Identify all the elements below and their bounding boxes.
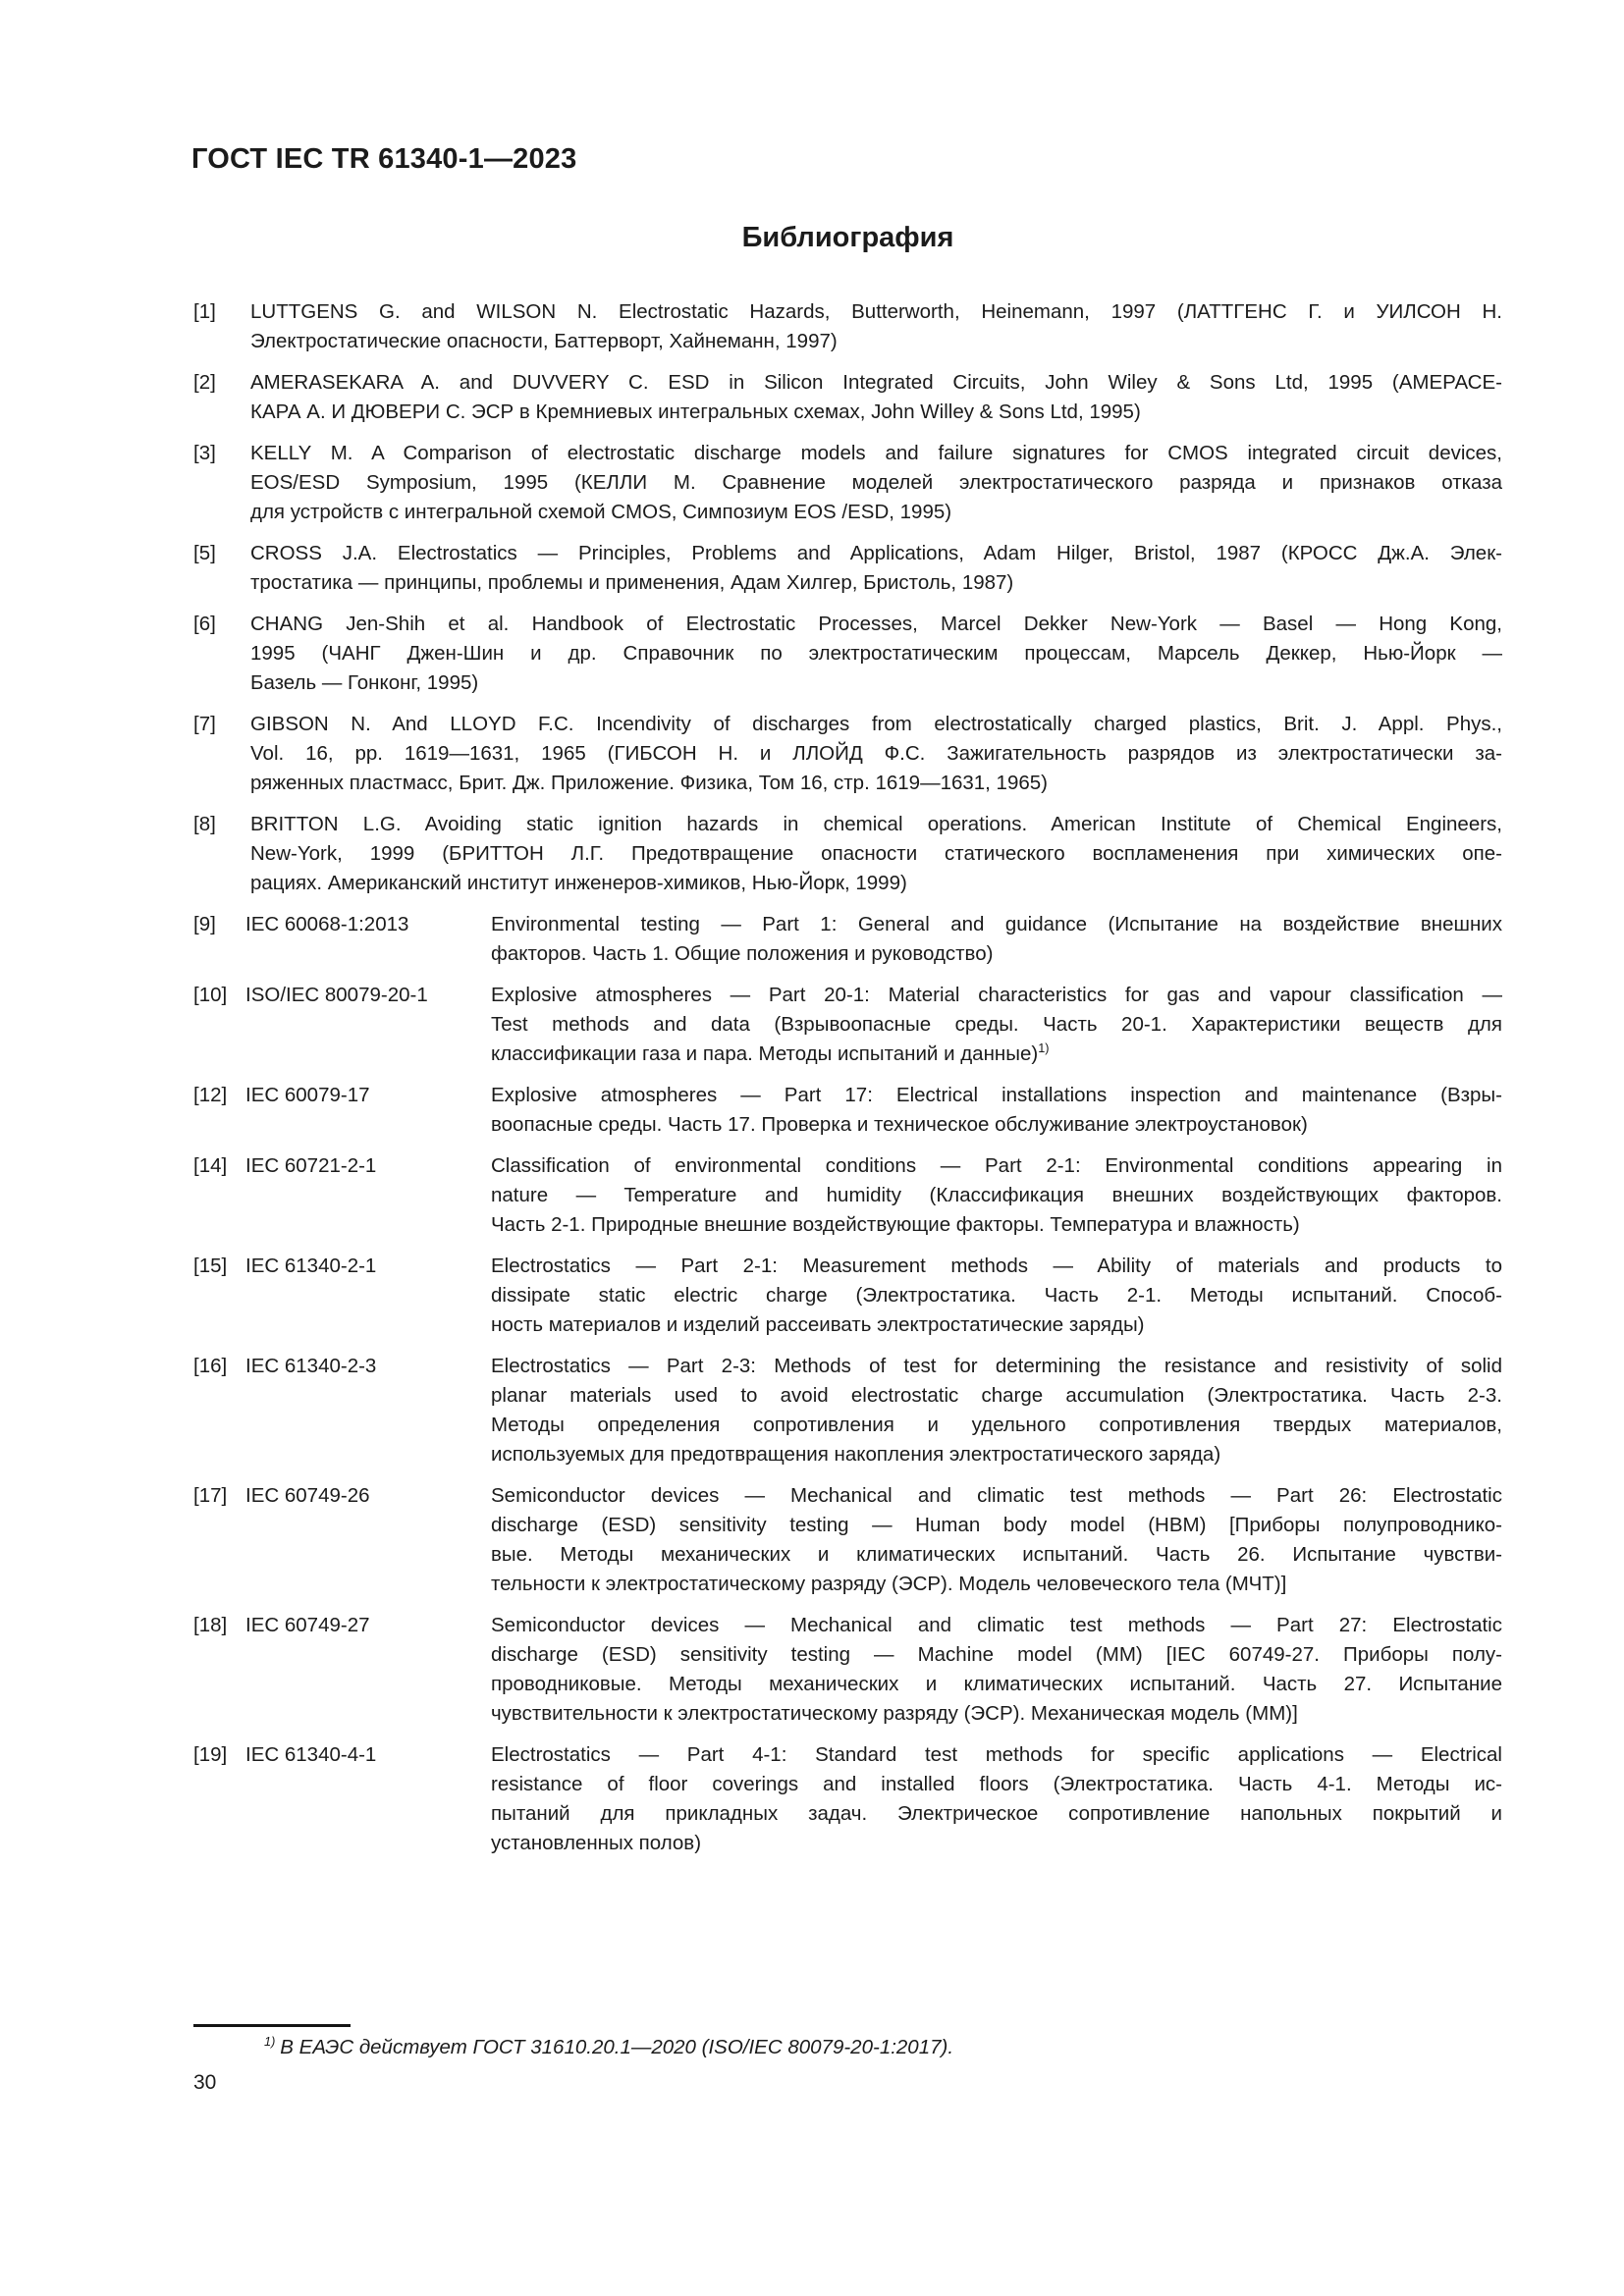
text-line: Electrostatics — Part 2-1: Measurement methods — Ability of materials and products to [491, 1255, 1502, 1277]
bib-entry [193, 1611, 1502, 1729]
text-line: классификации газа и пара. Методы испытаний и данные)$^{1)}$ [491, 1041, 1050, 1065]
bib-entry-text [491, 1481, 1502, 1599]
text-line: resistance of floor coverings and installed floors (Электростатика. Часть 4-1. Методы ис- [491, 1773, 1502, 1795]
bib-entry-text [491, 1252, 1502, 1340]
text-line: Часть 2-1. Природные внешние воздействующие факторы. Температура и влажность) [491, 1213, 1300, 1236]
bib-entry-number: [19] [193, 1743, 228, 1766]
text-line: planar materials used to avoid electrostatic charge accumulation (Электростатика. Часть 2-3. [491, 1384, 1502, 1407]
page-number: 30 [193, 2071, 217, 2094]
bib-entry-text [491, 1081, 1502, 1140]
text-line: чувствительности к электростатическому разряду (ЭСР). Механическая модель (ММ)] [491, 1702, 1298, 1725]
bib-entry-text [491, 910, 1502, 969]
footnote-marker: 1) [264, 2034, 276, 2050]
text-line: Vol. 16, pp. 1619—1631, 1965 (ГИБСОН Н. и ЛЛОЙД Ф.С. Зажигательность разрядов из электростатически за- [250, 742, 1502, 765]
bib-entry-text [250, 610, 1502, 698]
bib-entry-number: [12] [193, 1084, 228, 1106]
bib-entry-number: [17] [193, 1484, 228, 1507]
text-line: КАРА А. И ДЮВЕРИ С. ЭСР в Кремниевых интегральных схемах, John Willey & Sons Ltd, 1995) [250, 400, 1141, 423]
text-line: рациях. Американский институт инженеров-химиков, Нью-Йорк, 1999) [250, 872, 907, 894]
bib-entry [193, 1252, 1502, 1340]
bib-entry-code: IEC 60079-17 [245, 1084, 370, 1106]
bib-entry [193, 1151, 1502, 1240]
bib-entry-text [250, 710, 1502, 798]
text-line: Explosive atmospheres — Part 20-1: Material characteristics for gas and vapour classification — [491, 984, 1502, 1006]
text-line: Electrostatics — Part 2-3: Methods of test for determining the resistance and resistivity of solid [491, 1355, 1502, 1377]
text-line: discharge (ESD) sensitivity testing — Machine model (MM) [IEC 60749-27. Приборы полу- [491, 1643, 1502, 1666]
bib-entry-number: [7] [193, 713, 216, 735]
text-line: воопасные среды. Часть 17. Проверка и техническое обслуживание электроустановок) [491, 1113, 1308, 1136]
bib-entry [193, 981, 1502, 1069]
bib-entry-text [250, 368, 1502, 427]
text-line: проводниковые. Методы механических и климатических испытаний. Часть 27. Испытание [491, 1673, 1502, 1695]
bib-entry-text [491, 1151, 1502, 1240]
footnote-reference: 1) [1038, 1041, 1050, 1056]
text-line: Semiconductor devices — Mechanical and climatic test methods — Part 26: Electrostatic [491, 1484, 1502, 1507]
bib-entry-text [250, 439, 1502, 527]
text-line: для устройств с интегральной схемой CMOS, Симпозиум EOS /ESD, 1995) [250, 501, 952, 523]
text-line: Semiconductor devices — Mechanical and climatic test methods — Part 27: Electrostatic [491, 1614, 1502, 1636]
bib-entry-code: IEC 61340-4-1 [245, 1743, 377, 1766]
bib-entry [193, 539, 1502, 598]
text-line: CROSS J.A. Electrostatics — Principles, Problems and Applications, Adam Hilger, Bristol, 1987 (КРОСС Дж.А. Элек- [250, 542, 1502, 564]
text-line: Методы определения сопротивления и удельного сопротивления твердых материалов, [491, 1414, 1502, 1436]
text-line: CHANG Jen-Shih et al. Handbook of Electrostatic Processes, Marcel Dekker New-York — Basel — Hong Kong, [250, 613, 1502, 635]
page-title: Библиография [741, 222, 954, 253]
bib-entry-text [491, 1352, 1502, 1469]
text-line: Classification of environmental conditions — Part 2-1: Environmental conditions appearing in [491, 1154, 1502, 1177]
bib-entry-number: [15] [193, 1255, 228, 1277]
text-line: факторов. Часть 1. Общие положения и руководство) [491, 942, 994, 965]
bib-entry [193, 368, 1502, 427]
text-line: nature — Temperature and humidity (Классификация внешних воздействующих факторов. [491, 1184, 1502, 1206]
text-line: AMERASEKARA A. and DUVVERY C. ESD in Silicon Integrated Circuits, John Wiley & Sons Ltd, 1995 (АМЕРАСЕ- [250, 371, 1502, 394]
text-line: dissipate static electric charge (Электростатика. Часть 2-1. Методы испытаний. Способ- [491, 1284, 1502, 1307]
text-line: установленных полов) [491, 1832, 702, 1854]
text-line: Базель — Гонконг, 1995) [250, 671, 479, 694]
bib-entry-number: [1] [193, 300, 216, 323]
bib-entry-number: [18] [193, 1614, 228, 1636]
text-line: Explosive atmospheres — Part 17: Electrical installations inspection and maintenance (Взры- [491, 1084, 1502, 1106]
bib-entry [193, 710, 1502, 798]
text-line: GIBSON N. And LLOYD F.C. Incendivity of discharges from electrostatically charged plastics, Brit. J. Appl. Phys., [250, 713, 1502, 735]
bib-entry-text [491, 1740, 1502, 1858]
bib-entry-number: [2] [193, 371, 216, 394]
bib-entry-number: [8] [193, 813, 216, 835]
footnote-divider [193, 2024, 351, 2027]
footnote-text: В ЕАЭС действует ГОСТ 31610.20.1—2020 (ISO/IEC 80079-20-1:2017). [280, 2036, 954, 2058]
bib-entry-text [250, 297, 1502, 356]
text-line: LUTTGENS G. and WILSON N. Electrostatic Hazards, Butterworth, Heinemann, 1997 (ЛАТТГЕНС Г. и УИЛСОН Н. [250, 300, 1502, 323]
text-line: Environmental testing — Part 1: General and guidance (Испытание на воздействие внешних [491, 913, 1502, 935]
bib-entry-number: [16] [193, 1355, 228, 1377]
bib-entry-number: [14] [193, 1154, 228, 1177]
text-line: тельности к электростатическому разряду (ЭСР). Модель человеческого тела (МЧТ)] [491, 1573, 1287, 1595]
text-line: BRITTON L.G. Avoiding static ignition hazards in chemical operations. American Institute of Chemical Engineers, [250, 813, 1502, 835]
text-line: KELLY M. A Comparison of electrostatic discharge models and failure signatures for CMOS integrated circuit devices, [250, 442, 1502, 464]
text-line: ность материалов и изделий рассеивать электростатические заряды) [491, 1313, 1145, 1336]
bib-entry [193, 1352, 1502, 1469]
bib-entry-number: [10] [193, 984, 228, 1006]
bib-entry-code: IEC 60749-26 [245, 1484, 370, 1507]
running-header-doc-code: ГОСТ IEC TR 61340-1—2023 [191, 143, 577, 175]
bib-entry-text [491, 981, 1502, 1069]
bib-entry-code: IEC 61340-2-1 [245, 1255, 377, 1277]
bib-entry-code: ISO/IEC 80079-20-1 [245, 984, 428, 1006]
bib-entry-code: IEC 60749-27 [245, 1614, 370, 1636]
bib-entry [193, 1481, 1502, 1599]
bib-entry-number: [6] [193, 613, 216, 635]
text-line: 1995 (ЧАНГ Джен-Шин и др. Справочник по электростатическим процессам, Марсель Деккер, Нью-Йорк — [250, 642, 1502, 665]
bib-entry [193, 439, 1502, 527]
text-line: discharge (ESD) sensitivity testing — Human body model (HBM) [Приборы полупроводнико- [491, 1514, 1502, 1536]
bib-entry [193, 910, 1502, 969]
bib-entry-code: IEC 61340-2-3 [245, 1355, 377, 1377]
bib-entry-text [250, 810, 1502, 898]
text-line: New-York, 1999 (БРИТТОН Л.Г. Предотвращение опасности статического воспламенения при химических опе- [250, 842, 1502, 865]
bibliography-list [193, 297, 1502, 1870]
bib-entry-text [250, 539, 1502, 598]
bib-entry [193, 1081, 1502, 1140]
text-line: ряженных пластмасс, Брит. Дж. Приложение. Физика, Том 16, стр. 1619—1631, 1965) [250, 772, 1048, 794]
text-line: вые. Методы механических и климатических испытаний. Часть 26. Испытание чувстви- [491, 1543, 1502, 1566]
text-line: тростатика — принципы, проблемы и применения, Адам Хилгер, Бристоль, 1987) [250, 571, 1014, 594]
bib-entry [193, 297, 1502, 356]
bib-entry-number: [3] [193, 442, 216, 464]
footnote [193, 2034, 1502, 2061]
text-line: Test methods and data (Взрывоопасные среды. Часть 20-1. Характеристики веществ для [491, 1013, 1502, 1036]
text-line: используемых для предотвращения накопления электростатического заряда) [491, 1443, 1221, 1466]
bib-entry-code: IEC 60721-2-1 [245, 1154, 377, 1177]
bib-entry [193, 810, 1502, 898]
text-line: EOS/ESD Symposium, 1995 (КЕЛЛИ М. Сравнение моделей электростатического разряда и признаков отказа [250, 471, 1502, 494]
text-line: Electrostatics — Part 4-1: Standard test methods for specific applications — Electrical [491, 1743, 1502, 1766]
bib-entry-code: IEC 60068-1:2013 [245, 913, 409, 935]
bib-entry-number: [5] [193, 542, 216, 564]
bib-entry-number: [9] [193, 913, 216, 935]
text-line: пытаний для прикладных задач. Электрическое сопротивление напольных покрытий и [491, 1802, 1502, 1825]
bib-entry-text [491, 1611, 1502, 1729]
bib-entry [193, 610, 1502, 698]
bib-entry [193, 1740, 1502, 1858]
text-line: Электростатические опасности, Баттерворт, Хайнеманн, 1997) [250, 330, 838, 352]
